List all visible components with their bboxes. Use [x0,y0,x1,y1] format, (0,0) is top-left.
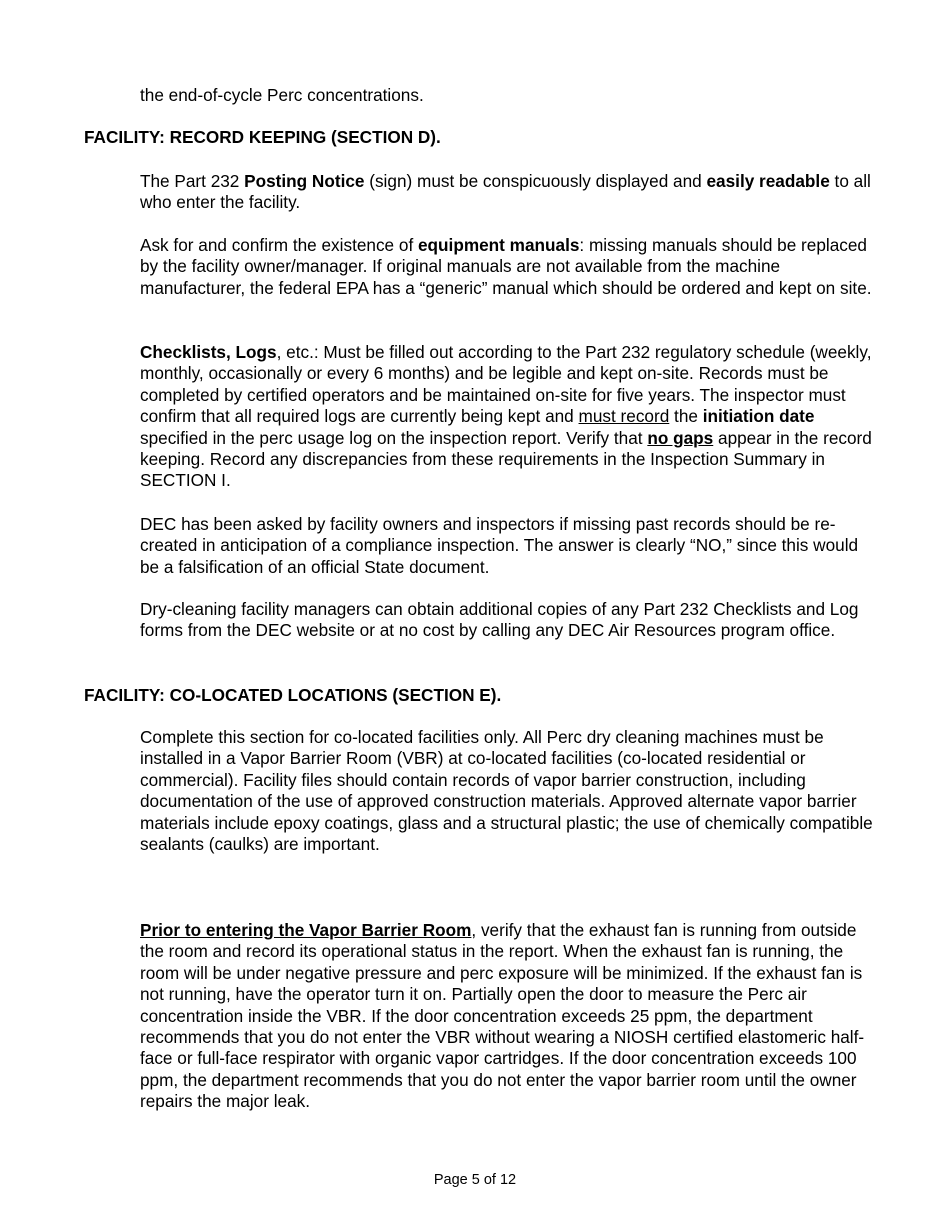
posting-notice-paragraph: The Part 232 Posting Notice (sign) must be conspicuously displayed and easily readable to all who enter the facility. [140,171,871,213]
section-d-heading: FACILITY: RECORD KEEPING (SECTION D). [84,127,441,147]
page-number: Page 5 of 12 [433,1172,517,1188]
co-located-paragraph: Complete this section for co-located facilities only. All Perc dry cleaning machines must be installed in a Vapor Barrier Room (VBR) at co-located facilities (co-located residential or commercial). Facility files should contain records of vapor barrier construction, including documentation of the use of approved construction materials. Approved alternate vapor barrier materials include epoxy coatings, glass and a structural plastic; the use of chemically compatible sealants (caulks) are important. [140,727,873,855]
additional-copies-paragraph: Dry-cleaning facility managers can obtain additional copies of any Part 232 Checklists and Log forms from the DEC website or at no cost by calling any DEC Air Resources program office. [140,599,859,641]
missing-records-paragraph: DEC has been asked by facility owners and inspectors if missing past records should be re-created in anticipation of a compliance inspection. The answer is clearly “NO,” since this would be a falsification of an official State document. [140,514,859,577]
equipment-manuals-paragraph: Ask for and confirm the existence of equipment manuals: missing manuals should be replaced by the facility owner/manager. If original manuals are not available from the machine manufacturer, the federal EPA has a “generic” manual which should be ordered and kept on site. [140,235,872,298]
checklists-logs-paragraph: Checklists, Logs, etc.: Must be filled out according to the Part 232 regulatory schedule (weekly, monthly, occasionally or every 6 months) and be legible and kept on-site. Records must be completed by certified operators and be maintained on-site for five years. The inspector must confirm that all required logs are currently being kept and must record the initiation date specified in the perc usage log on the inspection report. Verify that no gaps appear in the record keeping. Record any discrepancies from these requirements in the Inspection Summary in SECTION I. [140,342,872,491]
continuation-text: the end-of-cycle Perc concentrations. [140,85,424,105]
vapor-barrier-room-paragraph: Prior to entering the Vapor Barrier Room, verify that the exhaust fan is running from outside the room and record its operational status in the report. When the exhaust fan is running, the room will be under negative pressure and perc exposure will be minimized. If the exhaust fan is not running, have the operator turn it on. Partially open the door to measure the Perc air concentration inside the VBR. If the door concentration exceeds 25 ppm, the department recommends that you do not enter the VBR without wearing a NIOSH certified elastomeric half-face or full-face respirator with organic vapor cartridges. If the door concentration exceeds 100 ppm, the department recommends that you do not enter the vapor barrier room until the owner repairs the major leak. [140,920,865,1112]
section-e-heading: FACILITY: CO-LOCATED LOCATIONS (SECTION E). [84,685,502,705]
